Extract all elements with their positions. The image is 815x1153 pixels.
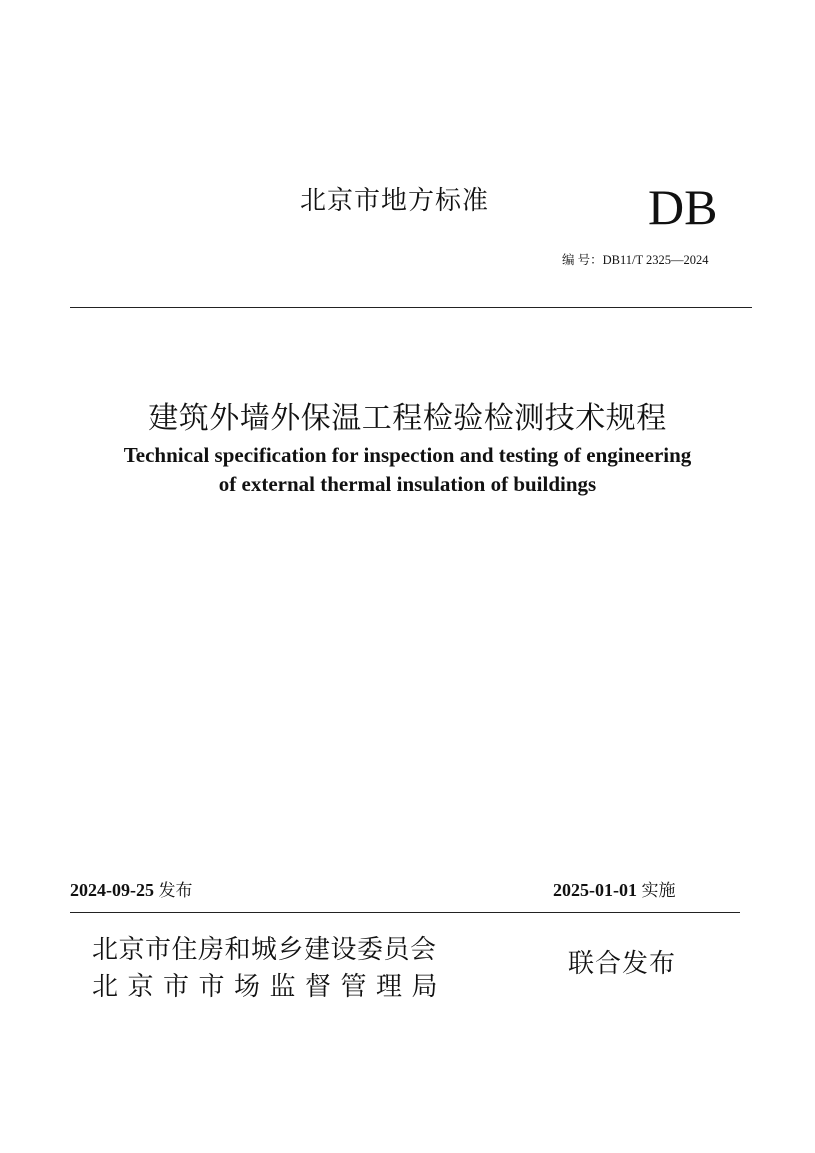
- issue-date-line: [70, 876, 193, 901]
- implement-date-line: [553, 876, 676, 901]
- title-english-line2: of external thermal insulation of buildings: [218, 472, 597, 496]
- footer-divider: [70, 912, 740, 913]
- issuer-agency-2: 北京市市场监督管理局: [92, 972, 448, 1002]
- issuer-agency-1: 北京市住房和城乡建设委员会: [92, 935, 437, 965]
- implement-label: 实施: [641, 881, 676, 901]
- joint-issue-label: 联合发布: [568, 949, 677, 979]
- issue-date: 2024-09-25: [70, 880, 154, 900]
- db-mark: DB: [648, 179, 718, 235]
- standard-category: 北京市地方标准: [300, 186, 490, 216]
- issue-label: 发布: [158, 881, 193, 901]
- title-english-line1: Technical specification for inspection and testing of engineering: [123, 443, 692, 467]
- implement-date: 2025-01-01: [553, 880, 637, 900]
- standard-number: 编 号：DB11/T 2325—2024: [562, 253, 709, 267]
- title-chinese: 建筑外墙外保温工程检验检测技术规程: [148, 401, 667, 436]
- header-divider: [70, 307, 752, 308]
